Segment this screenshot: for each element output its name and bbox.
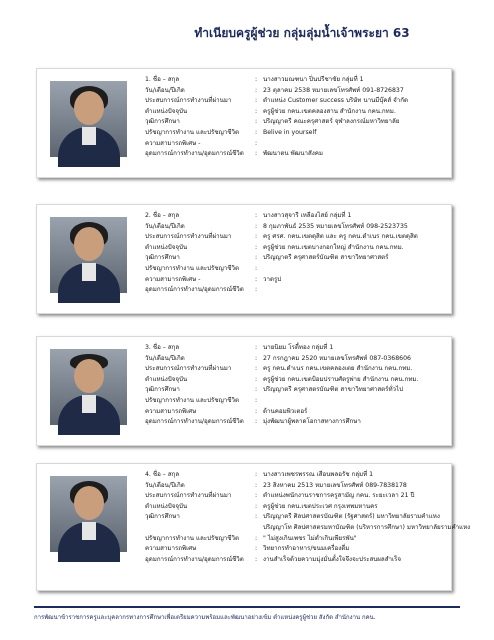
info-label: ความสามารถพิเศษ bbox=[145, 407, 197, 415]
separator: : bbox=[255, 139, 258, 147]
teacher-photo bbox=[50, 217, 127, 293]
separator: : bbox=[255, 386, 258, 394]
info-label: วัน/เดือน/ปีเกิด bbox=[145, 86, 185, 94]
info-row bbox=[145, 417, 445, 428]
page-title bbox=[0, 24, 494, 43]
separator: : bbox=[255, 534, 258, 542]
info-row bbox=[145, 512, 445, 523]
separator: : bbox=[255, 76, 258, 83]
info-row bbox=[145, 375, 445, 386]
separator: : bbox=[255, 118, 258, 126]
info-value: นางสาวมณฑนา ปิ่นปรีชาชัย กลุ่มที่ 1 bbox=[263, 76, 364, 83]
teacher-card-1 bbox=[36, 68, 452, 178]
separator: : bbox=[255, 264, 258, 272]
info-value: 27 กรกฎาคม 2520 หมายเลขโทรศัพท์ 087-0368606 bbox=[263, 354, 411, 362]
info-value: 23 สิงหาคม 2513 หมายเลขโทรศัพท์ 089-7838178 bbox=[263, 481, 407, 489]
info-value: วิทยากรทำอาหาร/ขนมเครื่องดื่ม bbox=[263, 545, 350, 553]
info-row bbox=[145, 285, 445, 296]
info-row bbox=[145, 107, 445, 118]
info-row bbox=[145, 502, 445, 513]
info-row bbox=[145, 364, 445, 375]
info-row bbox=[145, 264, 445, 275]
info-label: 2. ชื่อ – สกุล bbox=[145, 212, 180, 219]
info-value: ครูผู้ช่วย กคน.เขตประเวศ กรุงเทพมหานคร bbox=[263, 502, 378, 510]
info-label: วุฒิการศึกษา bbox=[145, 386, 180, 394]
info-row bbox=[145, 222, 445, 233]
info-value bbox=[263, 264, 445, 275]
info-row bbox=[145, 149, 445, 160]
separator: : bbox=[255, 407, 258, 415]
separator: : bbox=[255, 275, 258, 283]
separator: : bbox=[255, 212, 258, 219]
teacher-card-2 bbox=[36, 204, 452, 314]
info-value bbox=[263, 139, 445, 150]
info-value: ครูผู้ช่วย กคน.เขตคลองสาน สำนักงาน กคน.กทม. bbox=[263, 107, 396, 115]
separator: : bbox=[255, 545, 258, 553]
info-value: ครู ศรศ. กคน.เขตดุสิต และ ครู กคน.ดำเนร กคน.เขตดุสิต bbox=[263, 233, 418, 241]
info-row bbox=[145, 343, 445, 354]
teacher-photo bbox=[50, 81, 127, 157]
info-row bbox=[145, 86, 445, 97]
info-label: ตำแหน่งปัจจุบัน bbox=[145, 502, 188, 510]
teacher-info bbox=[145, 75, 445, 160]
info-value: ครูผู้ช่วย กคน.เขตป้อมปราบศัตรูพ่าย สำนักงาน กคน.กทม. bbox=[263, 375, 419, 383]
info-label: ตำแหน่งปัจจุบัน bbox=[145, 107, 188, 115]
info-value: ปริญญาตรี คณะครุศาสตร์ จุฬาลงกรณ์มหาวิทยาลัย bbox=[263, 118, 400, 126]
info-label: ปรัชญาการทำงาน และปรัชญาชีวิต bbox=[145, 128, 239, 136]
info-row bbox=[145, 481, 445, 492]
info-value: 8 กุมภาพันธ์ 2535 หมายเลขโทรศัพท์ 098-2523735 bbox=[263, 222, 408, 230]
info-row bbox=[145, 385, 445, 396]
info-value: ปริญญาตรี ครุศาสตร์บัณฑิต สาขาวิทยาศาสตร์ bbox=[263, 254, 389, 262]
info-label: วุฒิการศึกษา bbox=[145, 254, 180, 262]
info-value bbox=[263, 285, 445, 296]
info-label: 4. ชื่อ – สกุล bbox=[145, 471, 180, 478]
info-row bbox=[145, 75, 445, 86]
info-label: ปรัชญาการทำงาน และปรัชญาชีวิต bbox=[145, 534, 239, 542]
info-value: ปริญญาตรี ศิลปศาสตรบัณฑิต (รัฐศาสตร์) มหาวิทยาลัยรามคำแหง bbox=[263, 513, 440, 521]
separator: : bbox=[255, 243, 258, 251]
teacher-card-4 bbox=[36, 463, 471, 591]
info-label: ตำแหน่งปัจจุบัน bbox=[145, 243, 188, 251]
separator: : bbox=[255, 555, 258, 563]
info-label: ประสบการณ์การทำงานที่ผ่านมา bbox=[145, 492, 232, 500]
info-label: ปรัชญาการทำงาน และปรัชญาชีวิต bbox=[145, 396, 239, 404]
teacher-photo bbox=[50, 349, 127, 425]
info-label: วัน/เดือน/ปีเกิด bbox=[145, 481, 185, 489]
teacher-info bbox=[145, 343, 445, 428]
separator bbox=[255, 523, 263, 534]
info-row bbox=[145, 117, 445, 128]
info-value: " ไม่สูงเกินเพชร ไม่ต่ำเกินเพียรพัน" bbox=[263, 534, 357, 542]
info-row bbox=[145, 523, 471, 534]
separator: : bbox=[255, 128, 258, 136]
info-value: พัฒนาตน พัฒนาสังคม bbox=[263, 150, 323, 158]
info-value: ด้านคอมพิวเตอร์ bbox=[263, 407, 308, 415]
info-label: ประสบการณ์การทำงานที่ผ่านมา bbox=[145, 365, 232, 373]
info-row bbox=[145, 555, 445, 566]
info-row bbox=[145, 396, 445, 407]
info-row bbox=[145, 243, 445, 254]
info-row bbox=[145, 96, 445, 107]
separator: : bbox=[255, 254, 258, 262]
separator: : bbox=[255, 471, 258, 478]
info-label: ปรัชญาการทำงาน และปรัชญาชีวิต bbox=[145, 264, 239, 272]
info-label: ความสามารถพิเศษ - bbox=[145, 275, 201, 283]
info-label: ประสบการณ์การทำงานที่ผ่านมา bbox=[145, 233, 232, 241]
info-row bbox=[145, 253, 445, 264]
separator: : bbox=[255, 97, 258, 105]
info-label bbox=[145, 523, 255, 534]
page-footer: การพัฒนาข้าราชการครูและบุคลากรทางการศึกษาเพื่อเตรียมความพร้อมและพัฒนาอย่างเข้ม ตำแหน่งครูผู้ช่วย สังกัด สำนักงาน กคน. bbox=[34, 606, 460, 622]
info-value: ตำแหน่งพนักงานราชการครูสามัญ กคน. ระยะเวลา 21 ปี bbox=[263, 492, 415, 500]
separator: : bbox=[255, 481, 258, 489]
teacher-info bbox=[145, 211, 445, 296]
info-label: อุดมการณ์การทำงาน/อุดมการณ์ชีวิต bbox=[145, 555, 244, 563]
info-value: 23 ตุลาคม 2538 หมายเลขโทรศัพท์ 091-8726837 bbox=[263, 86, 404, 94]
separator: : bbox=[255, 107, 258, 115]
info-label: ตำแหน่งปัจจุบัน bbox=[145, 375, 188, 383]
info-value: นายนิยม โรตี้ทอง กลุ่มที่ 1 bbox=[263, 344, 334, 351]
info-row bbox=[145, 354, 445, 365]
separator: : bbox=[255, 365, 258, 373]
info-value: ครูผู้ช่วย กคน.เขตบางกอกใหญ่ สำนักงาน กคน.กทม. bbox=[263, 243, 404, 251]
separator: : bbox=[255, 86, 258, 94]
teacher-photo bbox=[50, 476, 127, 552]
separator: : bbox=[255, 222, 258, 230]
info-label: วุฒิการศึกษา bbox=[145, 118, 180, 126]
info-value: ครู กคน.ดำเนร กคน.เขตคลองเตย สำนักงาน กคน.กทม. bbox=[263, 365, 413, 373]
separator: : bbox=[255, 492, 258, 500]
info-row bbox=[145, 544, 445, 555]
info-label: 1. ชื่อ – สกุล bbox=[145, 76, 180, 83]
info-label: ความสามารถพิเศษ - bbox=[145, 139, 201, 147]
info-value: วาดรูป bbox=[263, 275, 282, 283]
info-value: มุ่งพัฒนาผู้พลาดโอกาสทางการศึกษา bbox=[263, 418, 361, 426]
separator: : bbox=[255, 286, 258, 294]
info-value: ตำแหน่ง Customer success บริษัท นานมีบุ๊คส์ จำกัด bbox=[263, 97, 409, 105]
info-row bbox=[145, 491, 445, 502]
info-value: นางสาวสุจารี เหลืองไสย์ กลุ่มที่ 1 bbox=[263, 212, 352, 219]
info-row bbox=[145, 139, 445, 150]
info-value: งานสำเร็จด้วยความมุ่งมั่นตั้งใจจึงจะประสบผลสำเร็จ bbox=[263, 555, 402, 563]
info-label: อุดมการณ์การทำงาน/อุดมการณ์ชีวิต bbox=[145, 150, 244, 158]
separator: : bbox=[255, 375, 258, 383]
teacher-card-3 bbox=[36, 336, 452, 446]
separator: : bbox=[255, 150, 258, 158]
info-label: วุฒิการศึกษา bbox=[145, 513, 180, 521]
info-label: วัน/เดือน/ปีเกิด bbox=[145, 354, 185, 362]
separator: : bbox=[255, 418, 258, 426]
info-label: อุดมการณ์การทำงาน/อุดมการณ์ชีวิต bbox=[145, 418, 244, 426]
separator: : bbox=[255, 354, 258, 362]
info-row bbox=[145, 275, 445, 286]
info-row bbox=[145, 128, 445, 139]
info-row bbox=[145, 211, 445, 222]
page-title-text: ทำเนียบครูผู้ช่วย กลุ่มลุ่มน้ำเจ้าพระยา 63 bbox=[194, 26, 410, 40]
separator: : bbox=[255, 502, 258, 510]
separator: : bbox=[255, 396, 258, 404]
separator: : bbox=[255, 513, 258, 521]
info-value: ปริญญาตรี ครุศาสตรบัณฑิต สาขาวิทยาศาสตร์ทั่วไป bbox=[263, 386, 404, 394]
info-row bbox=[145, 407, 445, 418]
separator: : bbox=[255, 344, 258, 351]
info-label: อุดมการณ์การทำงาน/อุดมการณ์ชีวิต bbox=[145, 286, 244, 294]
info-row bbox=[145, 534, 445, 545]
info-label: 3. ชื่อ – สกุล bbox=[145, 344, 180, 351]
info-label: วัน/เดือน/ปีเกิด bbox=[145, 222, 185, 230]
info-row bbox=[145, 232, 445, 243]
separator: : bbox=[255, 233, 258, 241]
info-label: ประสบการณ์การทำงานที่ผ่านมา bbox=[145, 97, 232, 105]
info-value: Belive in yourself bbox=[263, 128, 317, 136]
info-label: ความสามารถพิเศษ bbox=[145, 545, 197, 553]
teacher-info bbox=[145, 470, 471, 565]
info-row bbox=[145, 470, 445, 481]
info-value: ปริญญาโท ศิลปศาสตรมหาบัณฑิต (บริหารการศึกษา) มหาวิทยาลัยรามคำแหง bbox=[263, 523, 471, 531]
info-value bbox=[263, 396, 445, 407]
info-value: นางสาวเพชรพรรณ เสือนพลอรัช กลุ่มที่ 1 bbox=[263, 471, 374, 478]
